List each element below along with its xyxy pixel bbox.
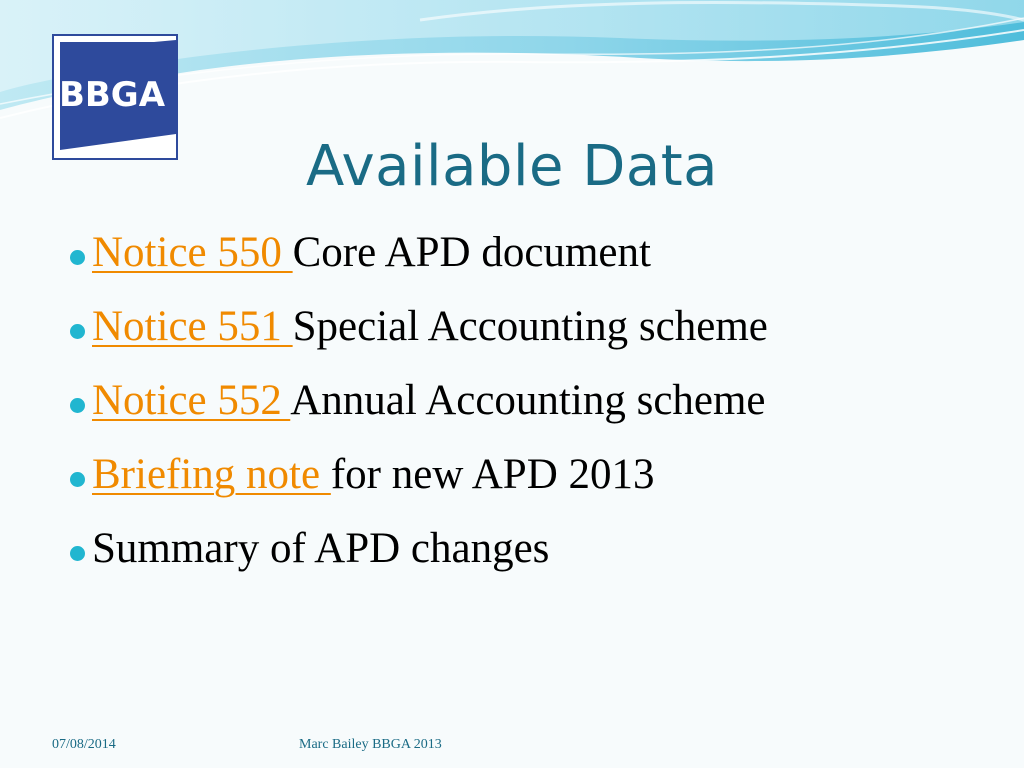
- list-item: [66, 296, 1006, 370]
- list-item: [66, 518, 1006, 592]
- notice-551-link[interactable]: Notice 551: [92, 303, 293, 350]
- list-item: [66, 444, 1006, 518]
- bullet-dot-icon: [70, 472, 85, 487]
- bullet-dot-icon: [70, 324, 85, 339]
- list-item: [66, 370, 1006, 444]
- notice-552-link[interactable]: Notice 552: [92, 377, 291, 424]
- bullet-dot-icon: [70, 250, 85, 265]
- bullet-text: Annual Accounting scheme: [290, 377, 766, 424]
- notice-550-link[interactable]: Notice 550: [92, 229, 293, 276]
- bullet-list: [66, 222, 1006, 592]
- bullet-text: Summary of APD changes: [92, 525, 550, 572]
- briefing-note-link[interactable]: Briefing note: [92, 451, 331, 498]
- bullet-text: Special Accounting scheme: [292, 303, 768, 350]
- bullet-text: Core APD document: [292, 229, 651, 276]
- bullet-dot-icon: [70, 398, 85, 413]
- bullet-text: for new APD 2013: [330, 451, 655, 498]
- footer-author: Marc Bailey BBGA 2013: [299, 737, 442, 752]
- list-item: [66, 222, 1006, 296]
- logo-text: BBGA: [58, 75, 166, 115]
- slide-title: Available Data: [306, 134, 718, 199]
- footer-date: 07/08/2014: [52, 737, 116, 752]
- bullet-dot-icon: [70, 546, 85, 561]
